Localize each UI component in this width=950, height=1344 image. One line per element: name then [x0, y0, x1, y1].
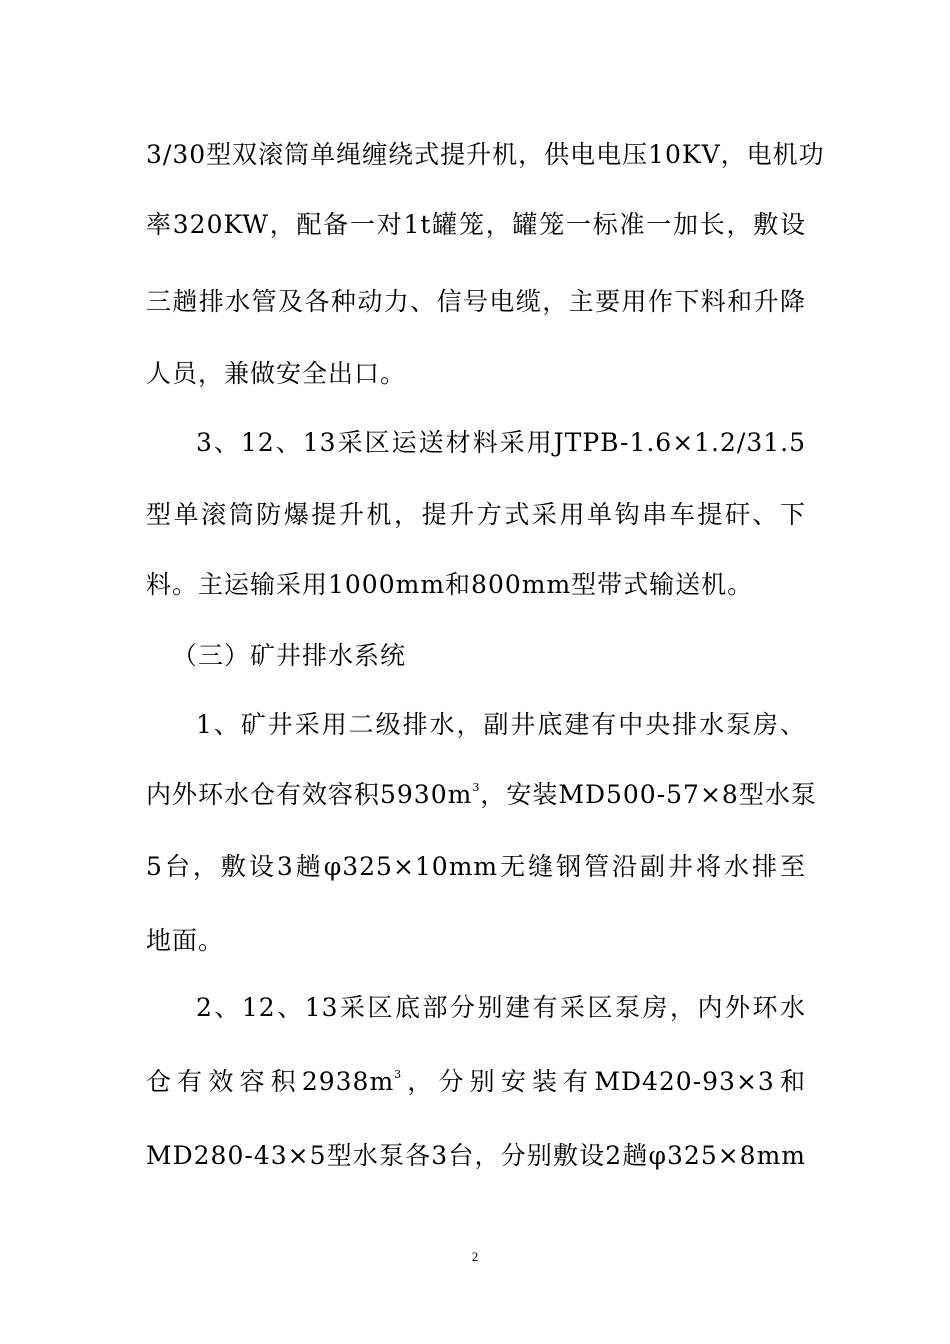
- paragraph-line: 5台，敷设3趟φ325×10mm无缝钢管沿副井将水排至: [146, 852, 806, 881]
- page-number: 2: [471, 1249, 479, 1264]
- paragraph-line: 人员，兼做安全出口。: [146, 359, 407, 388]
- paragraph-line: 3、12、13采区运送材料采用JTPB-1.6×1.2/31.5: [196, 428, 806, 457]
- paragraph-line: MD280-43×5型水泵各3台，分别敷设2趟φ325×8mm: [146, 1141, 806, 1170]
- paragraph-line: 3/30型双滚筒单绳缠绕式提升机，供电电压10KV，电机功: [146, 140, 825, 169]
- text-segment: ，分别安装有MD420-93×3和: [402, 1067, 806, 1096]
- paragraph-line: [146, 778, 817, 812]
- superscript: 3: [394, 1068, 403, 1081]
- section-heading: （三）矿井排水系统: [172, 641, 407, 670]
- paragraph-line: 料。主运输采用1000mm和800mm型带式输送机。: [146, 570, 754, 599]
- superscript: 3: [472, 781, 481, 794]
- paragraph-line: 率320KW，配备一对1t罐笼，罐笼一标准一加长，敷设: [146, 210, 806, 239]
- paragraph-line: [146, 1065, 806, 1099]
- text-segment: 仓有效容积2938m: [146, 1067, 395, 1096]
- paragraph-line: 三趟排水管及各种动力、信号电缆，主要用作下料和升降: [146, 287, 806, 316]
- text-segment: 内外环水仓有效容积5930m: [146, 780, 473, 809]
- text-segment: ，安装MD500-57×8型水泵: [480, 780, 817, 809]
- paragraph-line: 地面。: [146, 926, 225, 955]
- paragraph-line: 型单滚筒防爆提升机，提升方式采用单钩串车提矸、下: [146, 500, 806, 529]
- paragraph-line: 2、12、13采区底部分别建有采区泵房，内外环水: [196, 993, 806, 1022]
- paragraph-line: 1、矿井采用二级排水，副井底建有中央排水泵房、: [196, 710, 806, 739]
